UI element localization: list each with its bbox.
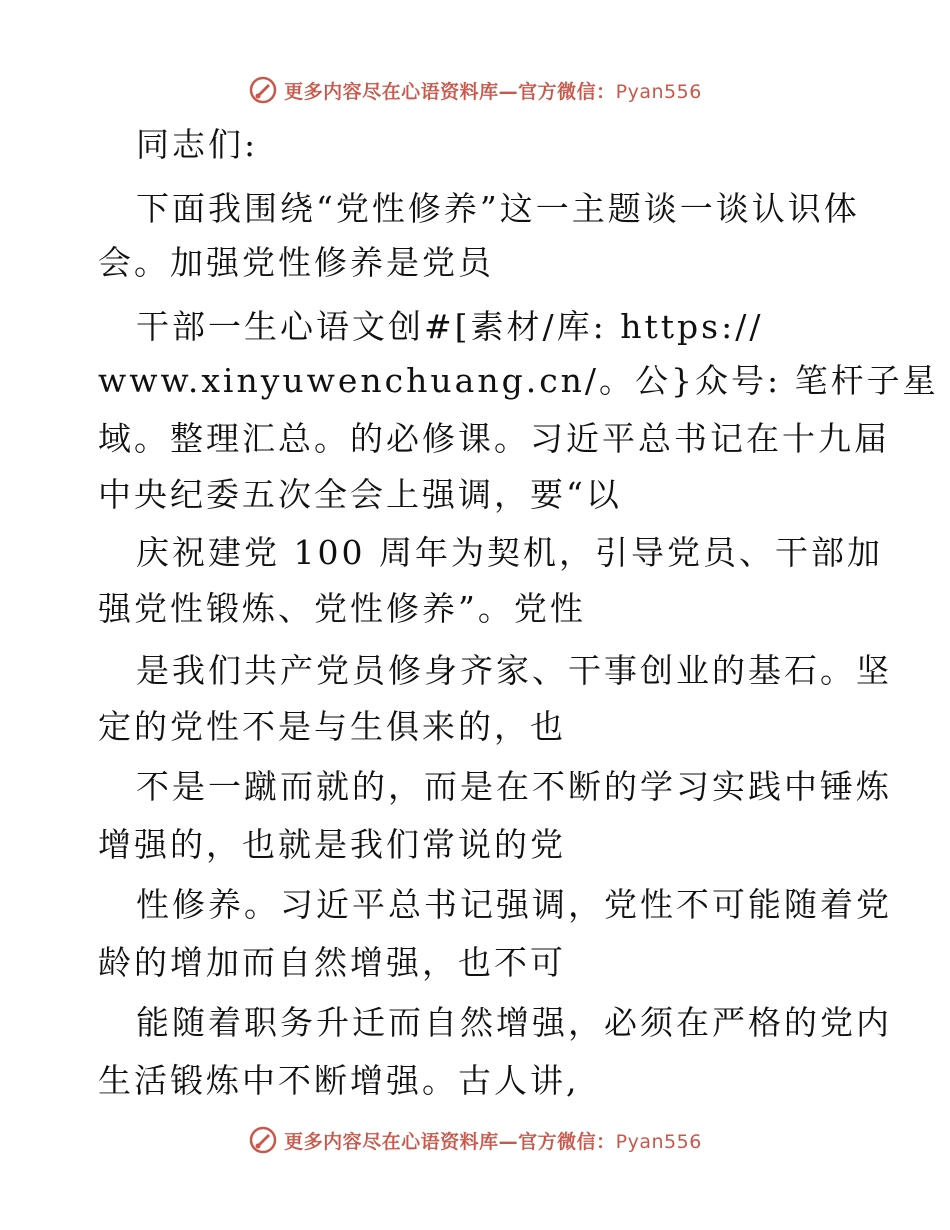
header-watermark-text: 更多内容尽在心语资料库—官方微信：Pyan556: [284, 80, 702, 103]
text-line-13: 增强的，也就是我们常说的党: [98, 825, 566, 864]
brush-logo-icon: [248, 1125, 278, 1155]
header-wechat-id: Pyan556: [615, 80, 702, 103]
text-line-10: 是我们共产党员修身齐家、干事创业的基石。坚: [136, 651, 892, 690]
footer-watermark: [0, 1120, 950, 1160]
text-line-7: 中央纪委五次全会上强调，要“以: [98, 475, 622, 514]
text-line-15: 龄的增加而自然增强，也不可: [98, 943, 566, 982]
text-line-12: 不是一蹴而就的，而是在不断的学习实践中锤炼: [136, 767, 892, 806]
footer-watermark-text: 更多内容尽在心语资料库—官方微信：Pyan556: [284, 1130, 702, 1153]
brush-logo-icon: [248, 75, 278, 105]
text-line-6: 域。整理汇总。的必修课。习近平总书记在十九届: [98, 419, 890, 458]
header-watermark: [0, 70, 950, 110]
text-line-2: 下面我围绕“党性修养”这一主题谈一谈认识体: [136, 189, 860, 228]
footer-wechat-id: Pyan556: [615, 1130, 702, 1153]
text-line-16: 能随着职务升迁而自然增强，必须在严格的党内: [136, 1003, 892, 1042]
text-line-17: 生活锻炼中不断增强。古人讲,: [98, 1061, 580, 1100]
text-line-5: www.xinyuwenchuang.cn/。公}众号: 笔杆子星: [98, 361, 939, 400]
text-line-1: 同志们:: [136, 125, 259, 164]
text-line-3: 会。加强党性修养是党员: [98, 243, 494, 282]
text-line-11: 定的党性不是与生俱来的，也: [98, 707, 566, 746]
text-line-9: 强党性锻炼、党性修养”。党性: [98, 589, 586, 628]
text-line-14: 性修养。习近平总书记强调，党性不可能随着党: [136, 885, 892, 924]
text-line-8: 庆祝建党 100 周年为契机，引导党员、干部加: [136, 533, 883, 572]
text-line-4: 干部一生心语文创#[素材/库: https://: [136, 307, 764, 346]
